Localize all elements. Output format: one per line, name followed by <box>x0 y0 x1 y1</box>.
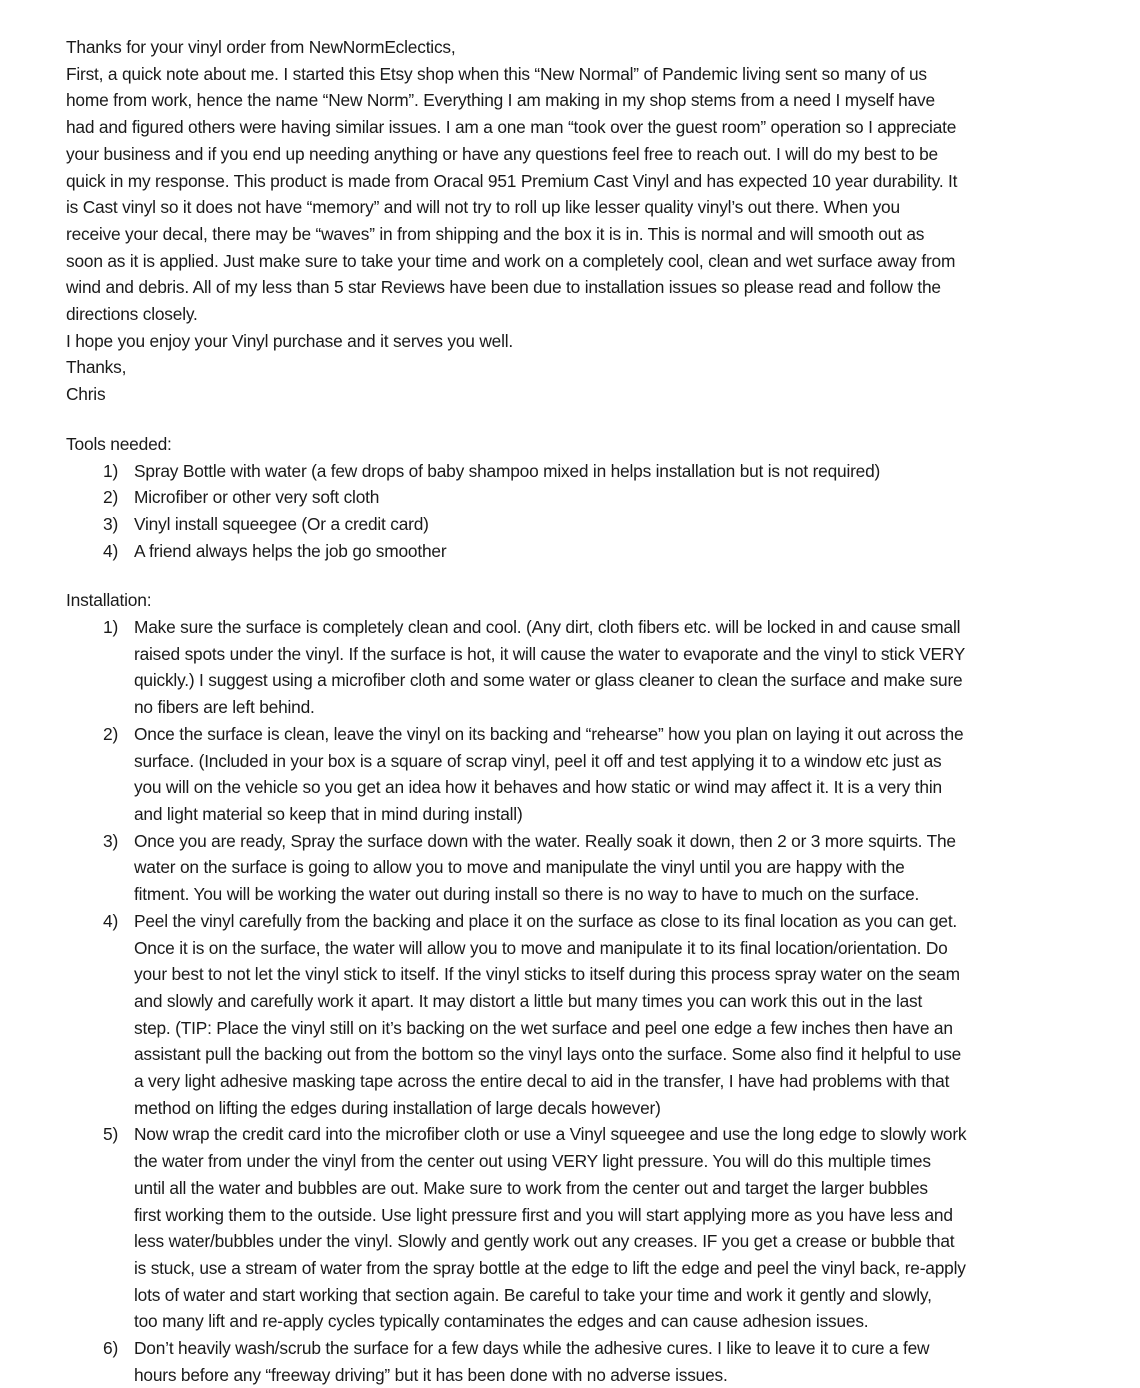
step-item <box>66 1335 1076 1388</box>
step-line: Once it is on the surface, the water will allow you to move and manipulate it to its final location/orientation. Do <box>134 937 948 958</box>
letter-line: quick in my response. This product is made from Oracal 951 Premium Cast Vinyl and has expected 10 year durability. It <box>66 170 958 191</box>
step-item <box>66 721 1076 828</box>
letter-line: Thanks for your vinyl order from NewNormEclectics, <box>66 37 456 57</box>
intro-letter <box>66 34 1076 408</box>
letter-line: First, a quick note about me. I started this Etsy shop when this “New Normal” of Pandemic living sent so many of us <box>66 63 927 84</box>
letter-line: directions closely. <box>66 304 198 325</box>
letter-line: soon as it is applied. Just make sure to take your time and work on a completely cool, clean and wet surface away from <box>66 250 956 271</box>
letter-line: is Cast vinyl so it does not have “memory” and will not try to roll up like lesser quality vinyl’s out there. When you <box>66 197 900 218</box>
step-line: quickly.) I suggest using a microfiber cloth and some water or glass cleaner to clean the surface and make sure <box>134 670 963 691</box>
step-number: 4) <box>103 910 119 931</box>
step-line: Once you are ready, Spray the surface down with the water. Really soak it down, then 2 or 3 more squirts. The <box>134 830 956 851</box>
step-line: your best to not let the vinyl stick to itself. If the vinyl sticks to itself during this process spray water on the seam <box>134 964 960 985</box>
tools-heading: Tools needed: <box>66 433 172 454</box>
step-line: step. (TIP: Place the vinyl still on it’s backing on the wet surface and peel one edge a few inches then have an <box>134 1017 953 1038</box>
step-line: a very light adhesive masking tape across the entire decal to aid in the transfer, I have had problems with that <box>134 1071 950 1092</box>
installation-heading: Installation: <box>66 590 152 611</box>
list-text: A friend always helps the job go smoother <box>134 540 447 561</box>
step-line: water on the surface is going to allow you to move and manipulate the vinyl until you are happy with the <box>134 857 905 878</box>
step-item <box>66 1121 1076 1335</box>
list-text: Microfiber or other very soft cloth <box>134 487 380 508</box>
step-line: surface. (Included in your box is a square of scrap vinyl, peel it off and test applying it to a window etc just as <box>134 750 942 771</box>
step-line: first working them to the outside. Use light pressure first and you will start applying more as you have less and <box>134 1204 953 1225</box>
list-number: 1) <box>103 460 119 481</box>
letter-line: wind and debris. All of my less than 5 star Reviews have been due to installation issues so please read and follow the <box>66 277 941 298</box>
step-item <box>66 828 1076 908</box>
list-number: 2) <box>103 487 119 508</box>
step-line: you will on the vehicle so you get an idea how it behaves and how static or wind may affect it. It is a very thin <box>134 777 942 798</box>
step-line: method on lifting the edges during installation of large decals however) <box>134 1097 661 1118</box>
step-number: 3) <box>103 830 119 851</box>
step-number: 2) <box>103 723 119 744</box>
step-line: fitment. You will be working the water out during install so there is no way to have to much on the surface. <box>134 884 920 905</box>
step-line: until all the water and bubbles are out. Make sure to work from the center out and target the larger bubbles <box>134 1177 928 1198</box>
list-text: Spray Bottle with water (a few drops of baby shampoo mixed in helps installation but is not required) <box>134 460 881 481</box>
step-number: 6) <box>103 1338 119 1359</box>
list-number: 4) <box>103 540 119 561</box>
list-item <box>66 511 1076 538</box>
step-line: less water/bubbles under the vinyl. Slowly and gently work out any creases. IF you get a crease or bubble that <box>134 1231 955 1252</box>
step-line: assistant pull the backing out from the bottom so the vinyl lays onto the surface. Some also find it helpful to use <box>134 1044 962 1065</box>
step-line: no fibers are left behind. <box>134 697 315 718</box>
step-line: Peel the vinyl carefully from the backing and place it on the surface as close to its final location as you can get. <box>134 910 958 931</box>
step-line: Once the surface is clean, leave the vinyl on its backing and “rehearse” how you plan on laying it out across the <box>134 723 964 744</box>
installation-steps <box>66 614 1076 1388</box>
installation-section <box>66 587 1076 1388</box>
step-line: raised spots under the vinyl. If the surface is hot, it will cause the water to evaporate and the vinyl to stick VERY <box>134 643 966 664</box>
letter-line: had and figured others were having similar issues. I am a one man “took over the guest room” operation so I appreciate <box>66 117 957 138</box>
section-spacer <box>66 564 1076 587</box>
step-number: 1) <box>103 617 119 638</box>
letter-signature: Chris <box>66 384 106 405</box>
list-item <box>66 538 1076 565</box>
list-item <box>66 484 1076 511</box>
step-line: and light material so keep that in mind during install) <box>134 803 523 824</box>
letter-line: home from work, hence the name “New Norm”. Everything I am making in my shop stems from a need I myself have <box>66 90 935 111</box>
step-line: too many lift and re-apply cycles typically contaminates the edges and can cause adhesion issues. <box>134 1311 869 1332</box>
document-page <box>66 34 1076 1388</box>
tools-list <box>66 458 1076 565</box>
step-number: 5) <box>103 1124 119 1145</box>
letter-line: Thanks, <box>66 357 127 378</box>
list-number: 3) <box>103 513 119 534</box>
step-line: and slowly and carefully work it apart. It may distort a little but many times you can work this out in the last <box>134 990 923 1011</box>
step-line: Don’t heavily wash/scrub the surface for a few days while the adhesive cures. I like to leave it to cure a few <box>134 1338 930 1359</box>
step-line: is stuck, use a stream of water from the spray bottle at the edge to lift the edge and peel the vinyl back, re-apply <box>134 1257 966 1278</box>
list-text: Vinyl install squeegee (Or a credit card) <box>134 513 429 534</box>
step-line: the water from under the vinyl from the center out using VERY light pressure. You will do this multiple times <box>134 1151 931 1172</box>
letter-line: I hope you enjoy your Vinyl purchase and it serves you well. <box>66 330 514 351</box>
section-spacer <box>66 408 1076 431</box>
step-item <box>66 614 1076 721</box>
letter-line: your business and if you end up needing anything or have any questions feel free to reach out. I will do my best to be <box>66 143 938 164</box>
step-line: Now wrap the credit card into the microfiber cloth or use a Vinyl squeegee and use the long edge to slowly work <box>134 1124 967 1145</box>
tools-section <box>66 431 1076 565</box>
step-line: Make sure the surface is completely clean and cool. (Any dirt, cloth fibers etc. will be locked in and cause small <box>134 617 961 638</box>
step-item <box>66 908 1076 1122</box>
step-line: hours before any “freeway driving” but it has been done with no adverse issues. <box>134 1364 728 1385</box>
letter-line: receive your decal, there may be “waves” in from shipping and the box it is in. This is normal and will smooth out as <box>66 223 925 244</box>
step-line: lots of water and start working that section again. Be careful to take your time and work it gently and slowly, <box>134 1284 932 1305</box>
list-item <box>66 458 1076 485</box>
